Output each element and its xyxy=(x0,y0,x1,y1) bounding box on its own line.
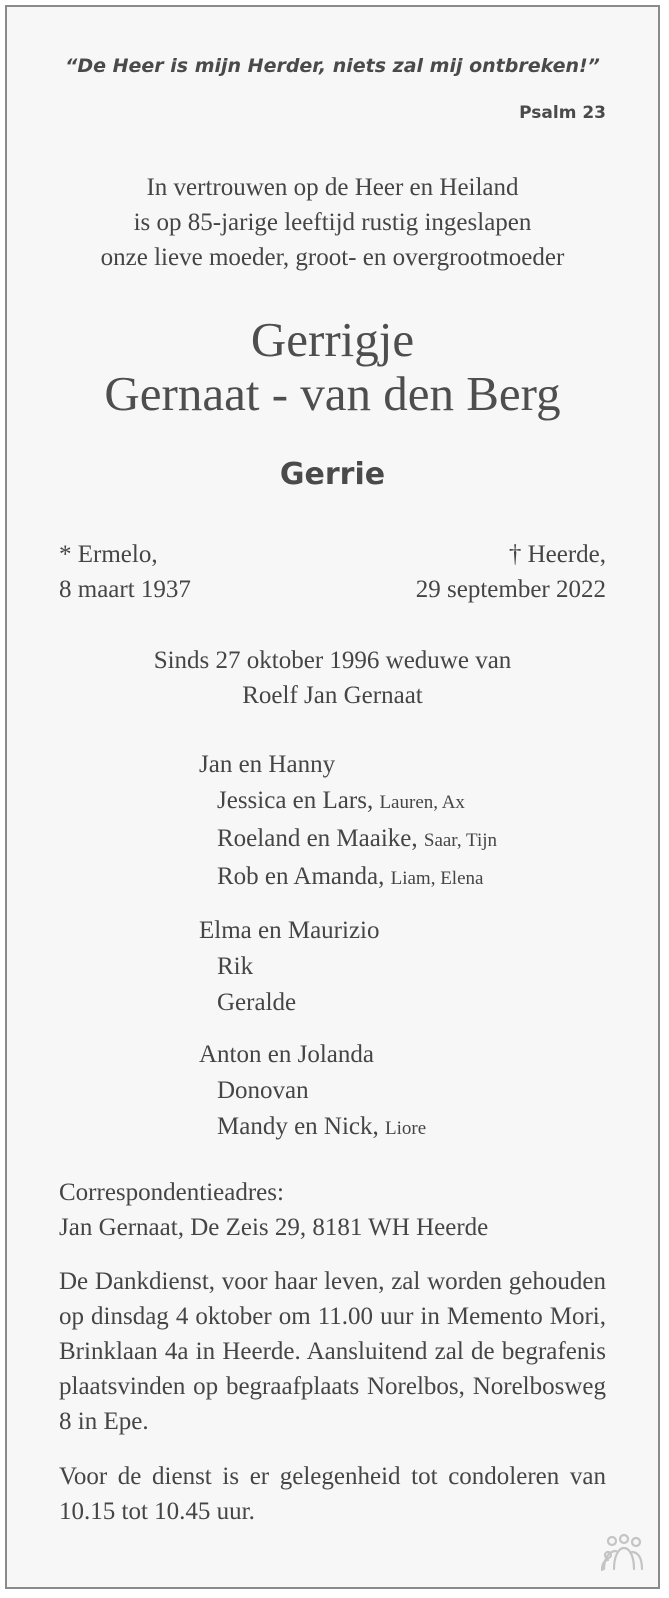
family-list xyxy=(199,747,497,1163)
grandchildren-names: Saar, Tijn xyxy=(423,830,498,851)
correspondence-value: Jan Gernaat, De Zeis 29, 8181 WH Heerde xyxy=(59,1214,489,1241)
grandchildren-names: Liam, Elena xyxy=(390,868,484,889)
birth-place: * Ermelo, xyxy=(59,541,158,568)
late-husband-name: Roelf Jan Gernaat xyxy=(242,682,423,709)
grandchildren-names: Lauren, Ax xyxy=(379,792,465,813)
psalm-reference: Psalm 23 xyxy=(519,103,606,123)
child-name: Mandy en Nick, xyxy=(217,1113,379,1140)
intro-text xyxy=(7,170,658,275)
child-name: Geralde xyxy=(217,989,297,1016)
grandchildren-names: Liore xyxy=(385,1118,427,1139)
child-name: Jessica en Lars, xyxy=(217,787,374,814)
family-group xyxy=(199,913,497,1021)
birth-date: 8 maart 1937 xyxy=(59,576,191,603)
death-place: † Heerde, xyxy=(508,541,606,568)
condolence-details: Voor de dienst is er gelegenheid tot condoleren van 10.15 tot 10.45 uur. xyxy=(59,1463,606,1525)
family-child xyxy=(199,821,497,859)
intro-line: is op 85-jarige leeftijd rustig ingeslapen xyxy=(133,209,532,236)
family-child xyxy=(199,1109,497,1147)
obituary-card xyxy=(5,5,660,1589)
family-group xyxy=(199,1037,497,1147)
family-child xyxy=(199,949,497,985)
full-name: Gernaat - van den Berg xyxy=(104,366,561,421)
family-group xyxy=(199,747,497,897)
deceased-name xyxy=(7,313,658,421)
death-date: 29 september 2022 xyxy=(415,576,606,603)
family-child xyxy=(199,1073,497,1109)
psalm-quote: “De Heer is mijn Herder, niets zal mij ontbreken!” xyxy=(65,55,600,77)
child-name: Rob en Amanda, xyxy=(217,863,385,890)
child-name: Rik xyxy=(217,953,254,980)
family-parents: Anton en Jolanda xyxy=(199,1041,374,1068)
people-group-icon xyxy=(598,1533,646,1573)
family-child xyxy=(199,859,497,897)
intro-line: In vertrouwen op de Heer en Heiland xyxy=(146,174,519,201)
family-parents: Elma en Maurizio xyxy=(199,917,380,944)
birth-info xyxy=(59,537,191,607)
widow-notice xyxy=(7,643,658,713)
family-parents: Jan en Hanny xyxy=(199,751,336,778)
family-child xyxy=(199,985,497,1021)
correspondence-address xyxy=(59,1175,606,1245)
family-child xyxy=(199,783,497,821)
child-name: Roeland en Maaike, xyxy=(217,825,418,852)
child-name: Donovan xyxy=(217,1077,309,1104)
first-name: Gerrigje xyxy=(250,312,415,367)
intro-line: onze lieve moeder, groot- en overgrootmoeder xyxy=(100,244,565,271)
nickname: Gerrie xyxy=(279,457,386,492)
correspondence-label: Correspondentieadres: xyxy=(59,1179,284,1206)
service-details: De Dankdienst, voor haar leven, zal worden gehouden op dinsdag 4 oktober om 11.00 uur in Memento Mori, Brinklaan 4a in Heerde. Aansluitend zal de begrafenis plaatsvinden op begraafplaats Norelbos, Norelbosweg 8 in Epe. xyxy=(59,1268,606,1435)
widow-line: Sinds 27 oktober 1996 weduwe van xyxy=(153,647,512,674)
death-info xyxy=(416,537,606,607)
